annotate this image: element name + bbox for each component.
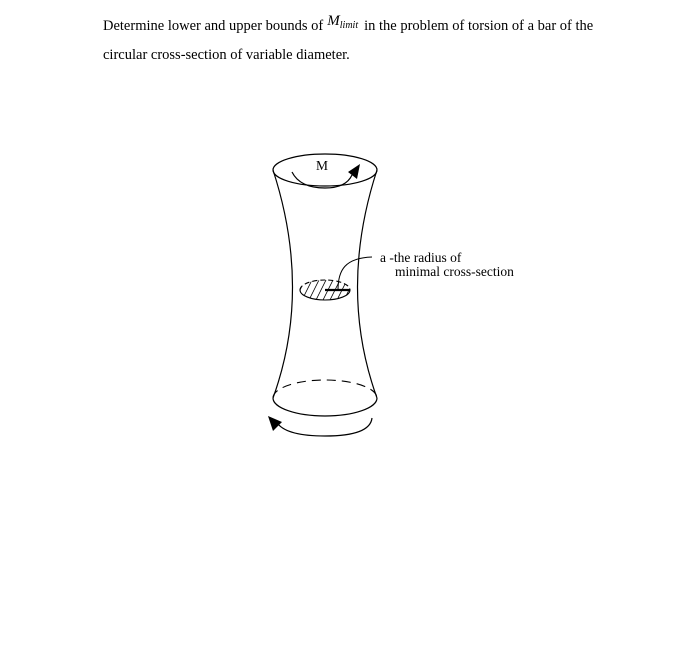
- left-profile-line: [273, 170, 293, 398]
- bottom-ellipse-front: [273, 398, 377, 416]
- moment-label: M: [316, 158, 329, 173]
- annotation-line-1: a -the radius of: [380, 250, 462, 265]
- top-arrowhead-icon: [348, 164, 360, 179]
- minimal-cross-section: [290, 270, 366, 310]
- m-limit-subscript: limit: [339, 20, 359, 31]
- bottom-arrowhead-icon: [268, 416, 282, 431]
- problem-text-before: Determine lower and upper bounds of: [103, 18, 324, 34]
- problem-text-after: in the problem of torsion of a bar of the: [364, 18, 594, 34]
- bottom-moment-arrow: [278, 418, 372, 436]
- right-profile-line: [358, 170, 378, 398]
- bottom-ellipse-back: [273, 380, 377, 398]
- annotation-line-2: minimal cross-section: [395, 264, 514, 279]
- annotation-leader-line: [338, 257, 372, 290]
- problem-line-2: circular cross-section of variable diameter.: [103, 47, 350, 63]
- m-limit-main: M: [327, 13, 340, 29]
